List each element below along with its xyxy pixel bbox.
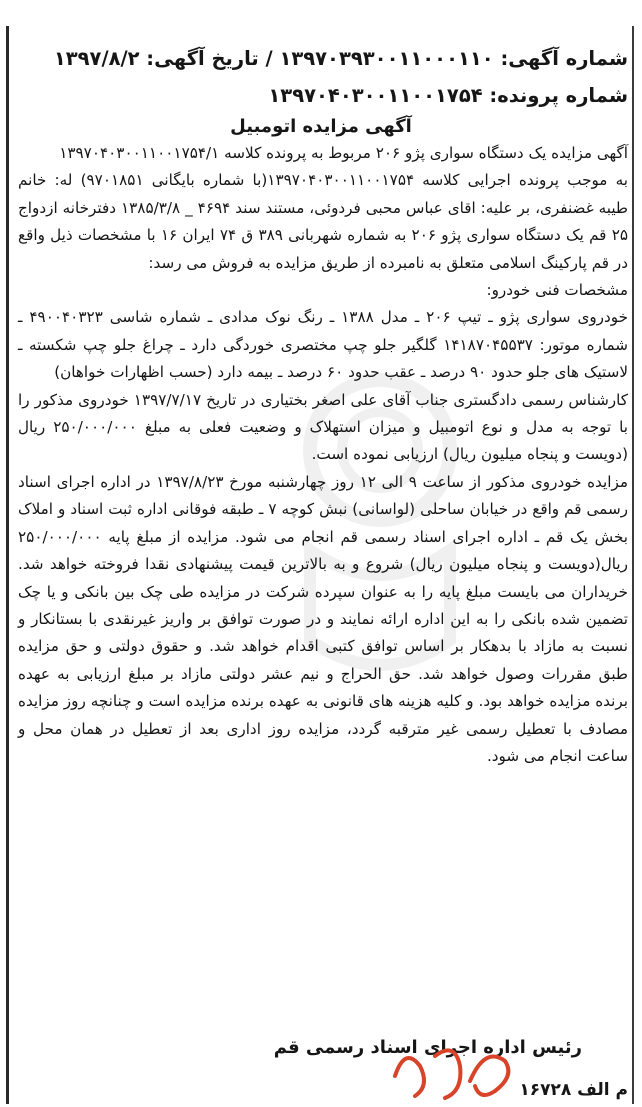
auction-terms-paragraph: مزایده خودروی مذکور از ساعت ۹ الی ۱۲ روز چهارشنبه مورخ ۱۳۹۷/۸/۲۳ در اداره اجرای اسناد رسمی قم واقع در خیابان ساحلی (لواسانی) نبش کوچه ۷ ـ طبقه فوقانی اداره ثبت اسناد و املاک بخش یک قم ـ اداره اجرای اسناد رسمی قم انجام می شود. مزایده از مبلغ پایه ۲۵۰/۰۰۰/۰۰۰ ریال(دویست و پنجاه میلیون ریال) شروع و به بالاترین قیمت پیشنهادی نقدا فروخته خواهد شد. خریداران می بایست مبلغ پایه را به عنوان سپرده شرکت در مزایده طی چک بین بانکی و یا چک تضمین شده بانکی را به این اداره ارائه نمایند و در صورت توافق بر واریز غیرنقدی با بستانکار و نسبت به مازاد با بدهکار بر اساس توافق کتبی اقدام خواهد شد. و حقوق دولتی و حق مزایده طبق مقررات وصول خواهد شد. حق الحراج و نیم عشر دولتی مازاد بر مبلغ ارزیابی به عهده برنده مزایده خواهد بود. و کلیه هزینه های قانونی به عهده برنده مزایده است و چنانچه روز مزایده مصادف با تعطیل رسمی غیر مترقبه گردد، مزایده روز اداری بعد از تعطیل در همان محل و ساعت انجام می شود. [18, 472, 629, 765]
handwritten-number-mark [385, 1036, 525, 1106]
specs-heading: مشخصات فنی خودرو: [486, 281, 628, 300]
ad-header [18, 40, 628, 114]
ad-number-date: شماره آگهی: ۱۳۹۷۰۳۹۳۰۰۱۱۰۰۰۱۱۰ / تاریخ آگهی: ۱۳۹۷/۸/۲ [53, 47, 628, 70]
case-paragraph: به موجب پرونده اجرایی کلاسه ۱۳۹۷۰۴۰۳۰۰۱۱۰۰۱۷۵۴(با شماره بایگانی ۹۷۰۱۸۵۱) له: خانم طیبه غضنفری، بر علیه: اقای عباس محبی فردوئی، مستند سند ۴۶۹۴ _ ۱۳۸۵/۳/۸ دفترخانه ازدواج ۲۵ قم یک دستگاه سواری پژو ۲۰۶ به شماره شهربانی ۳۸۹ ق ۷۴ ایران ۱۶ با مشخصات ذیل واقع در قم پارکینگ اسلامی متعلق به نامبرده از طریق مزایده به فروش می رسد: [18, 171, 629, 272]
ad-code: م الف ۱۶۷۲۸ [519, 1080, 628, 1100]
appraisal-paragraph: کارشناس رسمی دادگستری جناب آقای علی اصغر بختیاری در تاریخ ۱۳۹۷/۷/۱۷ خودروی مذکور را با توجه به مدل و نوع اتومبیل و میزان استهلاک و وضعیت فعلی به مبلغ ۲۵۰/۰۰۰/۰۰۰ ریال (دویست و پنجاه میلیون ریال) ارزیابی نموده است. [18, 390, 629, 464]
intro-paragraph: آگهی مزایده یک دستگاه سواری پژو ۲۰۶ مربوط به پرونده کلاسه ۱۳۹۷۰۴۰۳۰۰۱۱۰۰۱۷۵۴/۱ [59, 144, 628, 162]
signature-line: رئیس اداره اجرای اسناد رسمی قم [273, 1037, 582, 1058]
ad-body [18, 140, 628, 770]
vehicle-specs-paragraph: خودروی سواری پژو ـ تیپ ۲۰۶ ـ مدل ۱۳۸۸ ـ رنگ نوک مدادی ـ شماره شاسی ۴۹۰۰۴۰۳۲۳ ـ شماره موتور: ۱۴۱۸۷۰۴۵۵۳۷ گلگیر جلو چپ مختصری خوردگی دارد ـ چراغ جلو چپ شکسته ـ لاستیک های جلو حدود ۹۰ درصد ـ عقب حدود ۶۰ درصد ـ بیمه دارد (حسب اظهارات خواهان) [18, 308, 628, 382]
ad-title: آگهی مزایده اتومبیل [230, 116, 412, 137]
case-number: شماره پرونده: ۱۳۹۷۰۴۰۳۰۰۱۱۰۰۱۷۵۴ [268, 84, 628, 107]
